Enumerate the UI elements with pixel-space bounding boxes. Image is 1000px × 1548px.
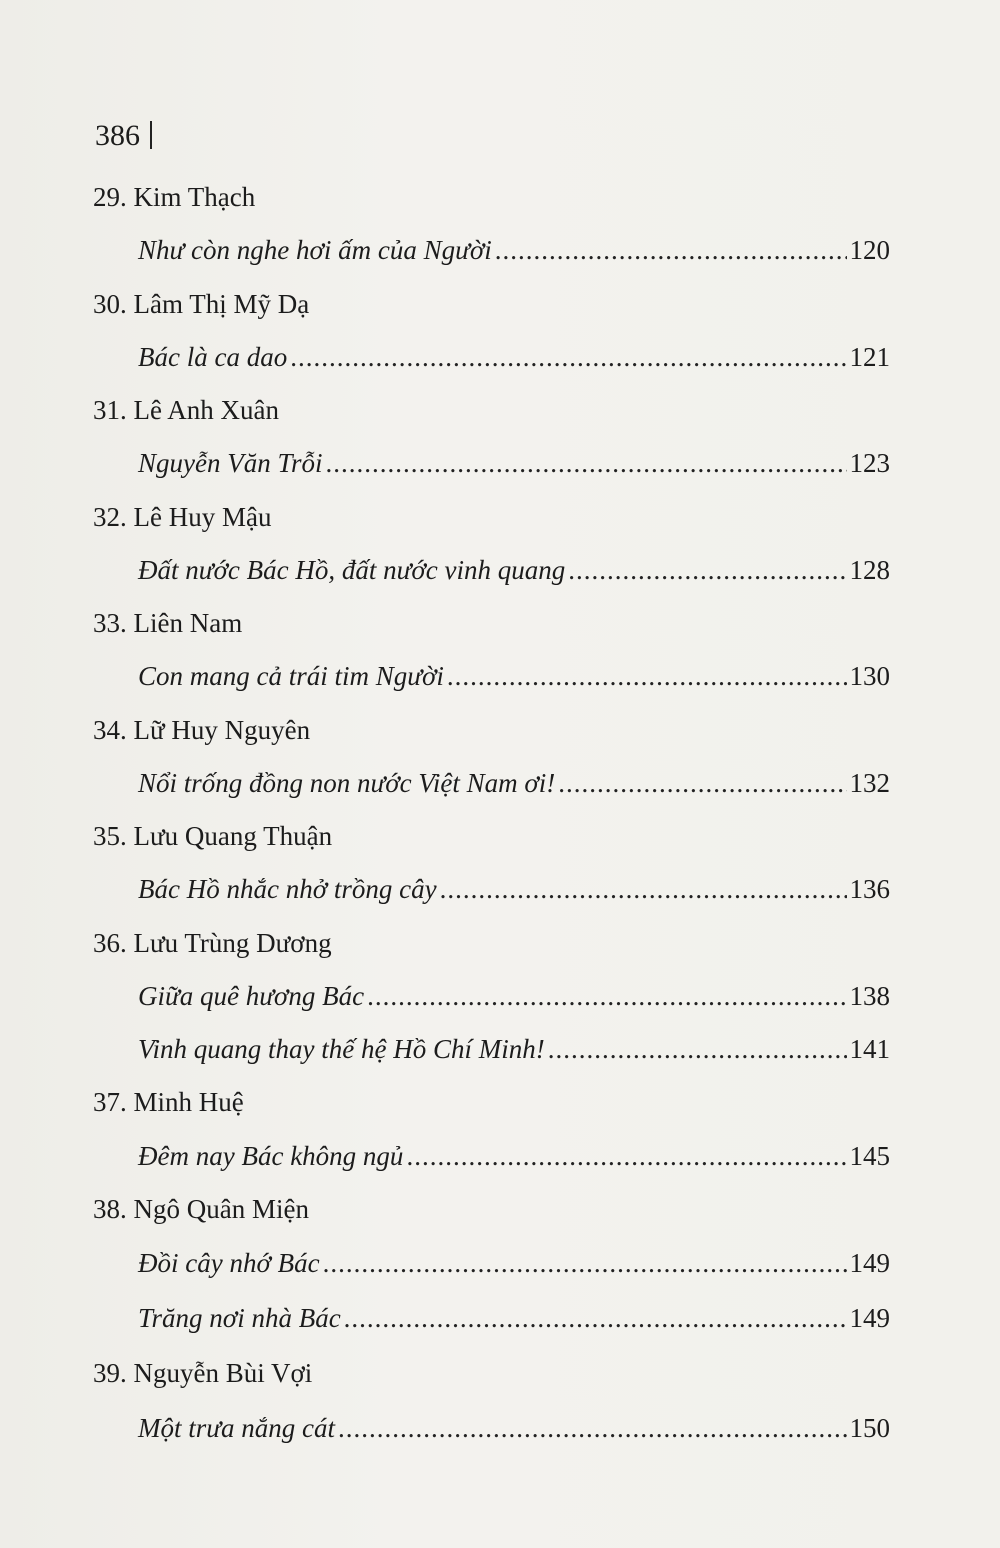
poem-title: Bác Hồ nhắc nhở trồng cây <box>138 874 437 904</box>
poem-title: Con mang cả trái tim Người <box>138 661 444 691</box>
poem-title: Như còn nghe hơi ấm của Người <box>138 235 492 265</box>
toc-author: 33. Liên Nam <box>93 608 243 638</box>
toc-author: 34. Lữ Huy Nguyên <box>93 715 311 745</box>
poem-title: Một trưa nắng cát <box>138 1413 335 1443</box>
page-ref: 136 <box>849 874 890 904</box>
page-ref: 123 <box>849 448 890 478</box>
poem-title: Đêm nay Bác không ngủ <box>138 1141 404 1171</box>
poem-title: Giữa quê hương Bác <box>138 981 365 1011</box>
toc-author: 38. Ngô Quân Miện <box>93 1194 309 1224</box>
toc-entry <box>138 1032 890 1066</box>
page-header <box>95 118 152 154</box>
toc-entry <box>138 659 890 693</box>
dot-leader <box>323 1246 847 1280</box>
dot-leader <box>558 766 846 800</box>
toc-entry <box>138 233 890 267</box>
toc-author: 36. Lưu Trùng Dương <box>93 928 332 958</box>
poem-title: Đồi cây nhớ Bác <box>138 1248 320 1278</box>
toc-entry <box>138 1411 890 1445</box>
toc-author: 32. Lê Huy Mậu <box>93 502 272 532</box>
toc-author: 29. Kim Thạch <box>93 182 256 212</box>
dot-leader <box>406 1139 846 1173</box>
toc-author: 37. Minh Huệ <box>93 1087 244 1117</box>
page-ref: 149 <box>849 1303 890 1333</box>
toc-author: 39. Nguyễn Bùi Vợi <box>93 1358 313 1388</box>
toc-entry <box>138 979 890 1013</box>
header-divider <box>150 121 152 149</box>
dot-leader <box>326 446 847 480</box>
page-ref: 121 <box>849 342 890 372</box>
toc-entry <box>138 1301 890 1335</box>
dot-leader <box>548 1032 847 1066</box>
page-ref: 145 <box>849 1141 890 1171</box>
poem-title: Đất nước Bác Hồ, đất nước vinh quang <box>138 555 566 585</box>
dot-leader <box>495 233 847 267</box>
dot-leader <box>440 872 847 906</box>
dot-leader <box>568 553 846 587</box>
page-ref: 120 <box>849 235 890 265</box>
toc-entry <box>138 872 890 906</box>
dot-leader <box>367 979 846 1013</box>
toc-entry <box>138 766 890 800</box>
dot-leader <box>290 340 846 374</box>
toc-entry <box>138 446 890 480</box>
page-number: 386 <box>95 119 140 152</box>
page-ref: 130 <box>849 661 890 691</box>
poem-title: Nổi trống đồng non nước Việt Nam ơi! <box>138 768 556 798</box>
page-ref: 132 <box>849 768 890 798</box>
toc-entry <box>138 553 890 587</box>
toc-entry <box>138 340 890 374</box>
page-ref: 150 <box>849 1413 890 1443</box>
toc-entry <box>138 1246 890 1280</box>
dot-leader <box>447 659 847 693</box>
poem-title: Trăng nơi nhà Bác <box>138 1303 341 1333</box>
poem-title: Nguyễn Văn Trỗi <box>138 448 323 478</box>
toc-entry <box>138 1139 890 1173</box>
toc-author: 31. Lê Anh Xuân <box>93 395 279 425</box>
page-ref: 138 <box>849 981 890 1011</box>
dot-leader <box>338 1411 847 1445</box>
poem-title: Bác là ca dao <box>138 342 288 372</box>
page-ref: 128 <box>849 555 890 585</box>
page-ref: 141 <box>849 1034 890 1064</box>
dot-leader <box>344 1301 847 1335</box>
toc-author: 30. Lâm Thị Mỹ Dạ <box>93 289 310 319</box>
poem-title: Vinh quang thay thế hệ Hồ Chí Minh! <box>138 1034 545 1064</box>
toc-author: 35. Lưu Quang Thuận <box>93 821 333 851</box>
page-ref: 149 <box>849 1248 890 1278</box>
